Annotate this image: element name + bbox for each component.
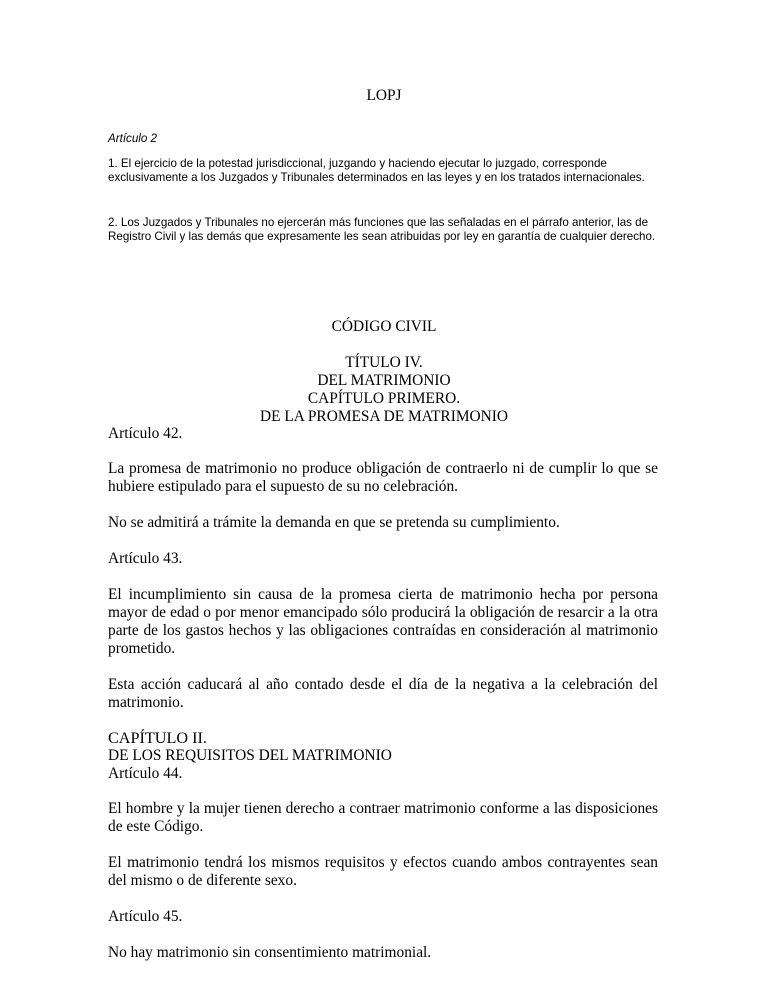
titulo-heading: TÍTULO IV. xyxy=(345,354,423,371)
article-42-paragraph-1: La promesa de matrimonio no produce obligación de contraerlo ni de cumplir lo que se hubiere estipulado para el supuesto de su no celebración. xyxy=(108,460,658,495)
article-43-paragraph-2: Esta acción caducará al año contado desde el día de la negativa a la celebración del matrimonio. xyxy=(108,676,658,711)
article-42-heading: Artículo 42. xyxy=(108,425,183,442)
titulo-name: DEL MATRIMONIO xyxy=(317,372,451,389)
article-43-paragraph-1: El incumplimiento sin causa de la promesa cierta de matrimonio hecha por persona mayor de edad o por menor emancipado sólo producirá la obligación de resarcir a la otra parte de los gastos hechos y las obligaciones contraídas en consideración al matrimonio prometido. xyxy=(108,586,658,657)
capitulo-2-heading: CAPÍTULO II. xyxy=(108,729,207,747)
article-43-heading: Artículo 43. xyxy=(108,550,183,567)
article-45-paragraph-1: No hay matrimonio sin consentimiento matrimonial. xyxy=(108,944,432,961)
capitulo-2-name: DE LOS REQUISITOS DEL MATRIMONIO xyxy=(108,747,392,764)
lopj-article-heading: Artículo 2 xyxy=(108,132,157,145)
codigo-civil-title: CÓDIGO CIVIL xyxy=(331,318,437,335)
article-44-heading: Artículo 44. xyxy=(108,765,183,782)
capitulo-1-name: DE LA PROMESA DE MATRIMONIO xyxy=(260,408,508,425)
capitulo-1-heading: CAPÍTULO PRIMERO. xyxy=(307,390,461,407)
article-44-paragraph-1: El hombre y la mujer tienen derecho a contraer matrimonio conforme a las disposiciones de este Código. xyxy=(108,800,658,835)
lopj-paragraph-1: 1. El ejercicio de la potestad jurisdiccional, juzgando y haciendo ejecutar lo juzgado, corresponde exclusivamente a los Juzgados y Tribunales determinados en las leyes y en los tratados internacionales. xyxy=(108,157,645,184)
lopj-title: LOPJ xyxy=(366,87,402,104)
article-45-heading: Artículo 45. xyxy=(108,908,183,925)
article-42-paragraph-2: No se admitirá a trámite la demanda en que se pretenda su cumplimiento. xyxy=(108,514,560,531)
lopj-paragraph-2: 2. Los Juzgados y Tribunales no ejercerán más funciones que las señaladas en el párrafo anterior, las de Registro Civil y las demás que expresamente les sean atribuidas por ley en garantía de cualquier derecho. xyxy=(108,216,656,243)
article-44-paragraph-2: El matrimonio tendrá los mismos requisitos y efectos cuando ambos contrayentes sean del mismo o de diferente sexo. xyxy=(108,854,658,889)
